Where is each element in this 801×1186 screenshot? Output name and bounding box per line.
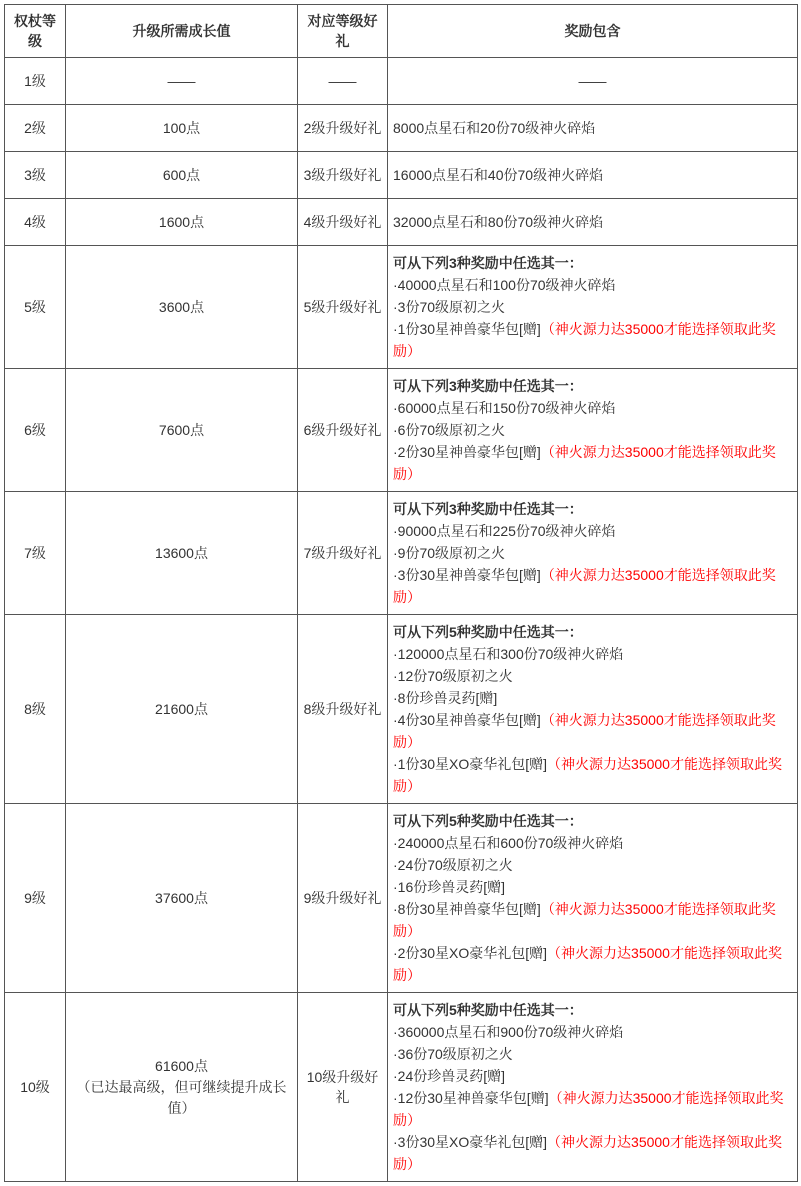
reward-line <box>393 1043 792 1065</box>
table-row <box>5 804 798 993</box>
table-row <box>5 369 798 492</box>
growth-cell <box>66 199 298 246</box>
rewards-cell <box>388 199 798 246</box>
column-header-level: 权杖等级 <box>5 5 66 58</box>
growth-line: 37600点 <box>155 889 208 906</box>
reward-text: ·9份70级原初之火 <box>393 545 506 561</box>
level-cell: 2级 <box>5 105 66 152</box>
level-cell: 4级 <box>5 199 66 246</box>
gift-cell: 6级升级好礼 <box>298 369 388 492</box>
level-cell: 7级 <box>5 492 66 615</box>
growth-cell <box>66 615 298 804</box>
reward-line <box>393 564 792 608</box>
reward-text: —— <box>578 73 607 89</box>
growth-cell <box>66 246 298 369</box>
reward-text: 可从下列5种奖励中任选其一： <box>393 624 583 640</box>
reward-text: ·40000点星石和100份70级神火碎焰 <box>393 277 616 293</box>
reward-line <box>393 1087 792 1131</box>
reward-text: ·3份30星神兽豪华包[赠] <box>393 567 541 583</box>
growth-line: —— <box>167 72 196 89</box>
reward-text: 可从下列5种奖励中任选其一： <box>393 813 583 829</box>
level-cell: 10级 <box>5 993 66 1182</box>
column-header-rewards: 奖励包含 <box>388 5 798 58</box>
header-row <box>5 5 798 58</box>
reward-line <box>393 709 792 753</box>
reward-line <box>393 753 792 797</box>
reward-requirement-note: （神火源力达35000才能选择领取此奖励） <box>393 1090 784 1128</box>
growth-line: 3600点 <box>158 298 205 315</box>
reward-line <box>393 1065 792 1087</box>
reward-requirement-note: （神火源力达35000才能选择领取此奖励） <box>393 945 782 983</box>
gift-cell: 4级升级好礼 <box>298 199 388 246</box>
growth-line: 13600点 <box>155 544 208 561</box>
growth-line: 100点 <box>162 119 201 136</box>
reward-text: ·12份30星神兽豪华包[赠] <box>393 1090 549 1106</box>
reward-text: ·240000点星石和600份70级神火碎焰 <box>393 835 624 851</box>
reward-line <box>393 441 792 485</box>
column-header-growth: 升级所需成长值 <box>66 5 298 58</box>
reward-line <box>393 999 792 1021</box>
reward-text: ·8份珍兽灵药[赠] <box>393 690 498 706</box>
level-cell: 3级 <box>5 152 66 199</box>
table-row <box>5 246 798 369</box>
reward-line <box>393 117 792 139</box>
reward-line <box>393 854 792 876</box>
gift-cell: 5级升级好礼 <box>298 246 388 369</box>
reward-text: ·360000点星石和900份70级神火碎焰 <box>393 1024 624 1040</box>
reward-line <box>393 1021 792 1043</box>
growth-cell <box>66 152 298 199</box>
reward-requirement-note: （神火源力达35000才能选择领取此奖励） <box>393 321 776 359</box>
reward-line <box>393 419 792 441</box>
reward-line <box>393 621 792 643</box>
gift-cell: 2级升级好礼 <box>298 105 388 152</box>
reward-text: ·1份30星神兽豪华包[赠] <box>393 321 541 337</box>
table-row <box>5 199 798 246</box>
reward-line <box>393 542 792 564</box>
rewards-table <box>4 4 798 1182</box>
reward-text: ·2份30星神兽豪华包[赠] <box>393 444 541 460</box>
table-row <box>5 615 798 804</box>
growth-line: 600点 <box>162 166 201 183</box>
reward-line <box>393 164 792 186</box>
reward-requirement-note: （神火源力达35000才能选择领取此奖励） <box>393 444 776 482</box>
gift-cell: 7级升级好礼 <box>298 492 388 615</box>
reward-line <box>393 687 792 709</box>
reward-text: 可从下列3种奖励中任选其一： <box>393 501 583 517</box>
reward-requirement-note: （神火源力达35000才能选择领取此奖励） <box>393 901 776 939</box>
rewards-cell <box>388 993 798 1182</box>
reward-text: 16000点星石和40份70级神火碎焰 <box>393 167 604 183</box>
reward-text: ·2份30星XO豪华礼包[赠] <box>393 945 548 961</box>
table-row <box>5 105 798 152</box>
growth-cell <box>66 105 298 152</box>
rewards-cell <box>388 804 798 993</box>
growth-line: 7600点 <box>158 421 205 438</box>
reward-text: 可从下列3种奖励中任选其一： <box>393 378 583 394</box>
reward-line <box>393 810 792 832</box>
reward-text: 32000点星石和80份70级神火碎焰 <box>393 214 604 230</box>
table-row <box>5 58 798 105</box>
reward-text: ·36份70级原初之火 <box>393 1046 513 1062</box>
reward-line <box>393 942 792 986</box>
reward-text: ·3份70级原初之火 <box>393 299 506 315</box>
gift-cell: —— <box>298 58 388 105</box>
reward-line <box>393 274 792 296</box>
reward-line <box>393 832 792 854</box>
growth-cell <box>66 369 298 492</box>
reward-requirement-note: （神火源力达35000才能选择领取此奖励） <box>393 712 776 750</box>
reward-line <box>393 643 792 665</box>
table-row <box>5 152 798 199</box>
rewards-cell <box>388 492 798 615</box>
growth-line: 21600点 <box>155 700 208 717</box>
reward-text: ·60000点星石和150份70级神火碎焰 <box>393 400 616 416</box>
growth-cell <box>66 492 298 615</box>
reward-text: 8000点星石和20份70级神火碎焰 <box>393 120 596 136</box>
reward-line <box>393 898 792 942</box>
reward-text: ·6份70级原初之火 <box>393 422 506 438</box>
level-cell: 8级 <box>5 615 66 804</box>
growth-line: 1600点 <box>158 213 205 230</box>
level-cell: 5级 <box>5 246 66 369</box>
reward-line <box>393 665 792 687</box>
reward-line <box>393 296 792 318</box>
rewards-cell <box>388 152 798 199</box>
table-body <box>5 58 798 1182</box>
growth-cell <box>66 58 298 105</box>
rewards-cell <box>388 58 798 105</box>
rewards-cell <box>388 105 798 152</box>
reward-text: ·12份70级原初之火 <box>393 668 513 684</box>
reward-line <box>393 70 792 92</box>
reward-requirement-note: （神火源力达35000才能选择领取此奖励） <box>393 1134 782 1172</box>
reward-line <box>393 520 792 542</box>
reward-text: 可从下列5种奖励中任选其一： <box>393 1002 583 1018</box>
growth-cell <box>66 993 298 1182</box>
reward-line <box>393 876 792 898</box>
rewards-cell <box>388 615 798 804</box>
reward-text: ·90000点星石和225份70级神火碎焰 <box>393 523 616 539</box>
gift-cell: 3级升级好礼 <box>298 152 388 199</box>
reward-requirement-note: （神火源力达35000才能选择领取此奖励） <box>393 756 782 794</box>
rewards-cell <box>388 246 798 369</box>
table-row <box>5 492 798 615</box>
reward-text: ·1份30星XO豪华礼包[赠] <box>393 756 548 772</box>
reward-line <box>393 498 792 520</box>
growth-cell <box>66 804 298 993</box>
gift-cell: 9级升级好礼 <box>298 804 388 993</box>
table-row <box>5 993 798 1182</box>
gift-cell: 8级升级好礼 <box>298 615 388 804</box>
reward-text: ·16份珍兽灵药[赠] <box>393 879 506 895</box>
reward-text: ·8份30星神兽豪华包[赠] <box>393 901 541 917</box>
reward-text: ·120000点星石和300份70级神火碎焰 <box>393 646 624 662</box>
level-cell: 6级 <box>5 369 66 492</box>
growth-line: （已达最高级，但可继续提升成长值） <box>76 1078 287 1116</box>
growth-line: 61600点 <box>155 1057 208 1074</box>
reward-line <box>393 252 792 274</box>
reward-line <box>393 397 792 419</box>
reward-text: 可从下列3种奖励中任选其一： <box>393 255 583 271</box>
column-header-gift: 对应等级好礼 <box>298 5 388 58</box>
rewards-cell <box>388 369 798 492</box>
reward-text: ·24份70级原初之火 <box>393 857 513 873</box>
level-cell: 9级 <box>5 804 66 993</box>
reward-line <box>393 1131 792 1175</box>
reward-text: ·3份30星XO豪华礼包[赠] <box>393 1134 548 1150</box>
reward-text: ·4份30星神兽豪华包[赠] <box>393 712 541 728</box>
level-cell: 1级 <box>5 58 66 105</box>
gift-cell: 10级升级好礼 <box>298 993 388 1182</box>
reward-text: ·24份珍兽灵药[赠] <box>393 1068 506 1084</box>
reward-line <box>393 375 792 397</box>
reward-line <box>393 211 792 233</box>
reward-requirement-note: （神火源力达35000才能选择领取此奖励） <box>393 567 776 605</box>
reward-line <box>393 318 792 362</box>
